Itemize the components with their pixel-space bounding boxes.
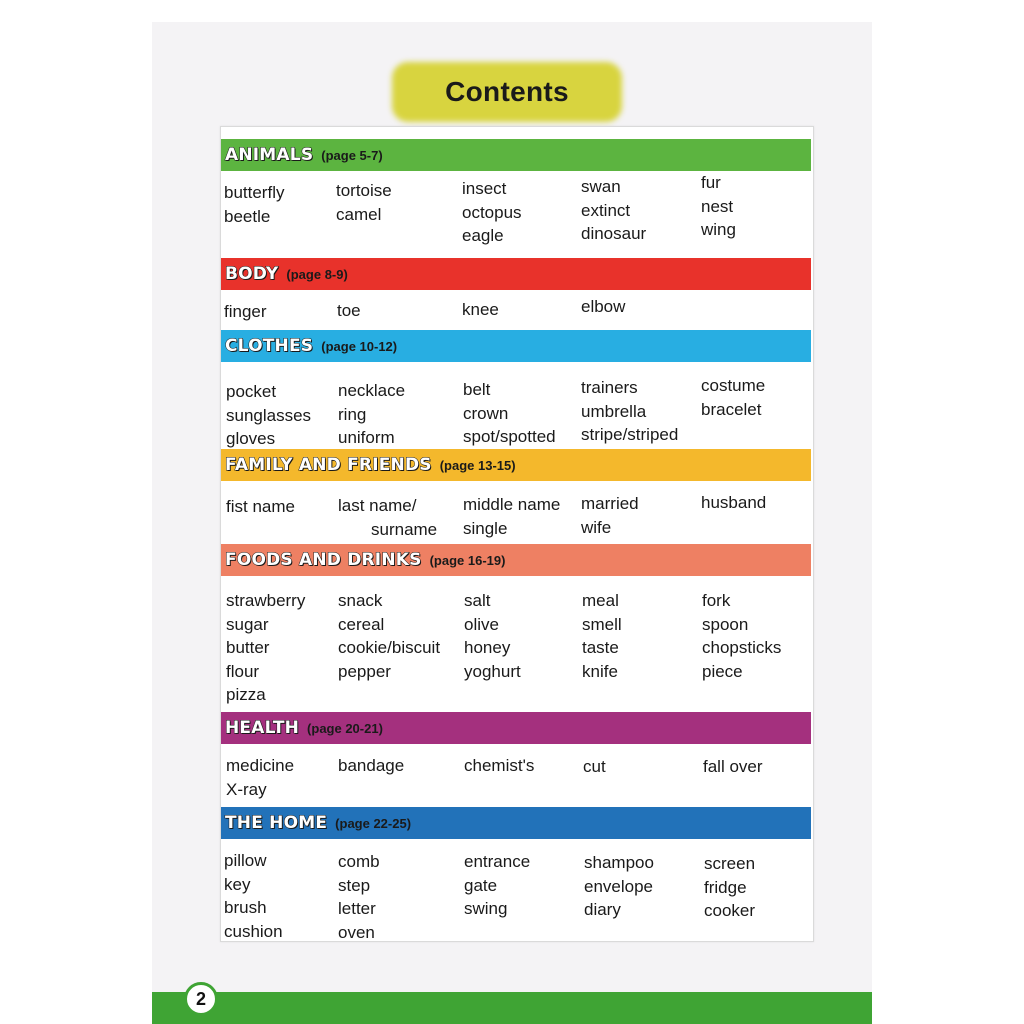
vocab-word: pepper (338, 661, 391, 681)
vocab-word: screen (704, 854, 756, 873)
section-header-foods-and-drinks (221, 544, 811, 576)
section-header-body (221, 258, 811, 290)
word-column (701, 374, 765, 421)
vocab-word: fur (701, 173, 721, 192)
vocab-word: wing (701, 220, 736, 239)
section-title: CLOTHES (225, 336, 314, 356)
section-title: FOODS AND DRINKS (225, 550, 422, 570)
word-column (224, 300, 267, 324)
word-column (463, 378, 556, 449)
section-header-the-home (221, 807, 811, 839)
word-column (581, 175, 646, 246)
section-page-range: (page 22-25) (335, 815, 412, 831)
section-page-range: (page 16-19) (429, 552, 506, 568)
word-column (226, 380, 311, 451)
section-page-range: (page 20-21) (307, 720, 383, 736)
section-header-clothes (221, 330, 811, 362)
bottom-color-band (152, 992, 872, 1024)
vocab-word: ring (338, 404, 367, 424)
vocab-word: cut (583, 757, 606, 776)
word-column (338, 589, 440, 683)
vocab-word: knife (582, 661, 618, 681)
vocab-word: pillow (224, 851, 267, 870)
contents-table (220, 126, 814, 942)
word-column (336, 179, 392, 226)
word-column (224, 849, 283, 943)
section-header-family-and-friends (221, 449, 811, 481)
page-title: Contents (445, 76, 569, 107)
vocab-word: swing (464, 899, 508, 918)
word-column (464, 754, 534, 778)
vocab-word: toe (337, 301, 361, 320)
vocab-word: stripe/striped (581, 425, 679, 444)
vocab-word: honey (464, 638, 511, 657)
vocab-word: piece (702, 661, 743, 681)
vocab-word: gate (464, 875, 498, 895)
vocab-word: X-ray (226, 779, 267, 799)
vocab-word: necklace (338, 381, 406, 400)
vocab-word: key (224, 874, 251, 894)
vocab-word: butter (226, 638, 270, 657)
word-column (581, 492, 639, 539)
vocab-word: trainers (581, 378, 638, 397)
vocab-word: shampoo (584, 853, 654, 872)
vocab-word: tortoise (336, 181, 392, 200)
section-title: THE HOME (225, 813, 328, 833)
vocab-word: diary (584, 900, 621, 919)
vocab-word: strawberry (226, 591, 306, 610)
vocab-word: cooker (704, 901, 756, 920)
vocab-word: finger (224, 302, 267, 321)
word-column (462, 298, 499, 322)
section-title: BODY (225, 264, 279, 284)
vocab-word: octopus (462, 202, 522, 222)
word-column (338, 850, 380, 944)
vocab-word: fridge (704, 877, 747, 897)
word-column (338, 379, 405, 450)
vocab-word: step (338, 875, 371, 895)
vocab-word: butterfly (224, 183, 285, 202)
word-column (226, 754, 294, 801)
word-column (701, 171, 736, 242)
word-column (462, 177, 522, 248)
word-column (704, 852, 755, 923)
vocab-word: pocket (226, 382, 277, 401)
word-column (583, 755, 606, 779)
vocab-word: chemist's (464, 756, 535, 775)
vocab-word: brush (224, 898, 267, 917)
vocab-word: meal (582, 591, 619, 610)
vocab-word: bandage (338, 756, 405, 775)
vocab-word: insect (462, 179, 507, 198)
vocab-word: letter (338, 899, 376, 918)
word-column (581, 295, 625, 319)
vocab-word: comb (338, 852, 380, 871)
book-page (152, 10, 872, 1024)
vocab-word: smell (582, 614, 622, 634)
word-column (338, 494, 437, 541)
vocab-word: spot/spotted (463, 427, 556, 446)
word-column (703, 755, 763, 779)
word-column (464, 850, 530, 921)
vocab-word: swan (581, 177, 621, 196)
vocab-word: salt (464, 591, 491, 610)
word-column (584, 851, 654, 922)
vocab-word: yoghurt (464, 661, 521, 681)
page-number: 2 (184, 982, 218, 1016)
section-page-range: (page 10-12) (321, 338, 398, 354)
word-column (702, 589, 781, 683)
section-title: ANIMALS (225, 145, 314, 165)
vocab-word: medicine (226, 756, 295, 775)
vocab-word: envelope (584, 876, 654, 896)
vocab-word: bracelet (701, 399, 762, 419)
vocab-word: eagle (462, 226, 504, 245)
vocab-word: cereal (338, 614, 385, 634)
word-column (338, 754, 404, 778)
vocab-word: entrance (464, 852, 531, 871)
vocab-word: middle name (463, 495, 561, 514)
word-column (224, 181, 284, 228)
vocab-word: fall over (703, 757, 763, 776)
vocab-word: taste (582, 638, 619, 657)
section-page-range: (page 13-15) (439, 457, 516, 473)
section-page-range: (page 5-7) (321, 147, 383, 163)
vocab-word: sunglasses (226, 405, 312, 425)
vocab-word: sugar (226, 614, 269, 634)
vocab-word: dinosaur (581, 224, 647, 243)
section-page-range: (page 8-9) (286, 266, 348, 282)
vocab-word: cookie/biscuit (338, 638, 441, 657)
section-header-animals (221, 139, 811, 171)
vocab-word: wife (581, 517, 612, 537)
vocab-word: last name/ (338, 496, 417, 515)
vocab-word: oven (338, 922, 375, 942)
word-column (226, 589, 305, 707)
vocab-word: snack (338, 591, 383, 610)
vocab-word: flour (226, 661, 260, 681)
section-title: FAMILY AND FRIENDS (225, 455, 432, 475)
vocab-word: chopsticks (702, 638, 782, 657)
title-highlight (392, 62, 622, 122)
word-column (226, 495, 295, 519)
vocab-word: belt (463, 380, 491, 399)
vocab-word: fist name (226, 497, 295, 516)
vocab-word: gloves (226, 429, 276, 448)
vocab-word: fork (702, 591, 731, 610)
vocab-word: surname (371, 519, 438, 539)
vocab-word: costume (701, 376, 766, 395)
vocab-word: pizza (226, 685, 266, 704)
section-header-health (221, 712, 811, 744)
vocab-word: umbrella (581, 401, 647, 421)
vocab-word: olive (464, 614, 499, 634)
vocab-word: knee (462, 300, 499, 319)
vocab-word: husband (701, 493, 767, 512)
word-column (581, 376, 678, 447)
vocab-word: extinct (581, 200, 631, 220)
word-column (582, 589, 622, 683)
vocab-word: beetle (224, 206, 271, 226)
vocab-word: spoon (702, 614, 749, 634)
vocab-word: crown (463, 403, 509, 423)
vocab-word: single (463, 518, 508, 538)
vocab-word: cushion (224, 921, 283, 941)
vocab-word: nest (701, 196, 734, 216)
section-title: HEALTH (225, 718, 300, 738)
vocab-word: camel (336, 204, 382, 224)
word-column (337, 299, 361, 323)
page-top-edge (152, 10, 872, 22)
vocab-word: elbow (581, 297, 626, 316)
word-column (463, 493, 560, 540)
word-column (464, 589, 521, 683)
vocab-word: married (581, 494, 639, 513)
word-column (701, 491, 766, 515)
vocab-word: uniform (338, 428, 395, 447)
